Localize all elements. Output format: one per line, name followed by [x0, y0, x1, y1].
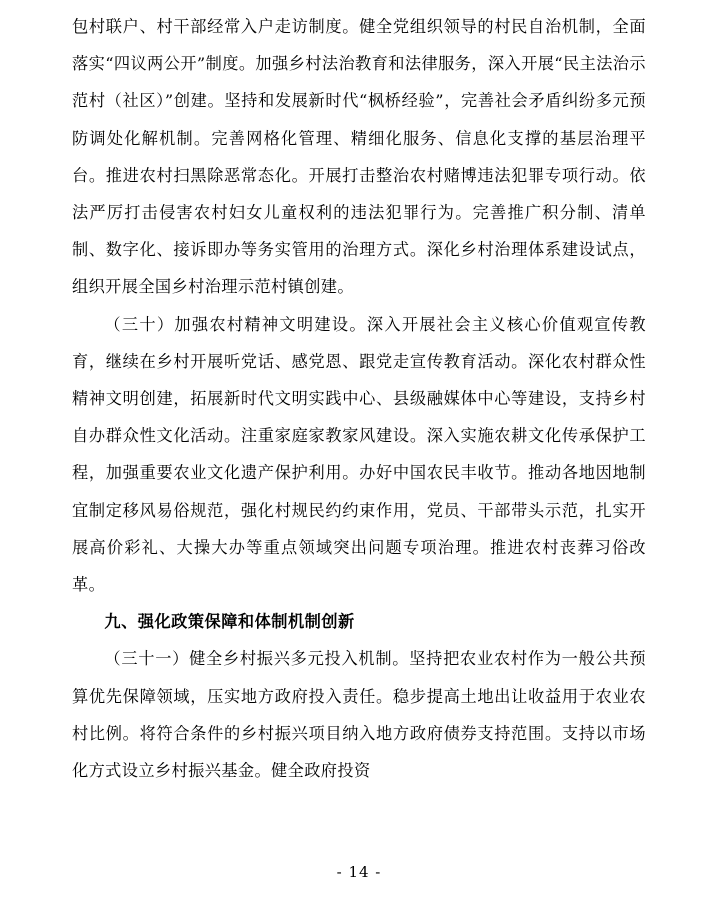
- paragraph-item-30: （三十）加强农村精神文明建设。深入开展社会主义核心价值观宣传教育，继续在乡村开展听党话、感党恩、跟党走宣传教育活动。深化农村群众性精神文明创建，拓展新时代文明实践中心、县级融媒体中心等建设，支持乡村自办群众性文化活动。注重家庭家教家风建设。深入实施农耕文化传承保护工程，加强重要农业文化遗产保护利用。办好中国农民丰收节。推动各地因地制宜制定移风易俗规范，强化村规民约约束作用，党员、干部带头示范，扎实开展高价彩礼、大操大办等重点领域突出问题专项治理。推进农村丧葬习俗改革。: [72, 314, 646, 595]
- paragraph-continued: 包村联户、村干部经常入户走访制度。健全党组织领导的村民自治机制，全面落实“四议两公开”制度。加强乡村法治教育和法律服务，深入开展“民主法治示范村（社区）”创建。坚持和发展新时代“枫桥经验”，完善社会矛盾纠纷多元预防调处化解机制。完善网格化管理、精细化服务、信息化支撑的基层治理平台。推进农村扫黑除恶常态化。开展打击整治农村赌博违法犯罪专项行动。依法严厉打击侵害农村妇女儿童权利的违法犯罪行为。完善推广积分制、清单制、数字化、接诉即办等务实管用的治理方式。深化乡村治理体系建设试点，组织开展全国乡村治理示范村镇创建。: [72, 17, 646, 297]
- paragraph-item-31: （三十一）健全乡村振兴多元投入机制。坚持把农业农村作为一般公共预算优先保障领域，压实地方政府投入责任。稳步提高土地出让收益用于农业农村比例。将符合条件的乡村振兴项目纳入地方政府债券支持范围。支持以市场化方式设立乡村振兴基金。健全政府投资: [72, 649, 646, 781]
- section-heading-9: 九、强化政策保障和体制机制创新: [104, 612, 355, 632]
- page-number: - 14 -: [336, 863, 382, 881]
